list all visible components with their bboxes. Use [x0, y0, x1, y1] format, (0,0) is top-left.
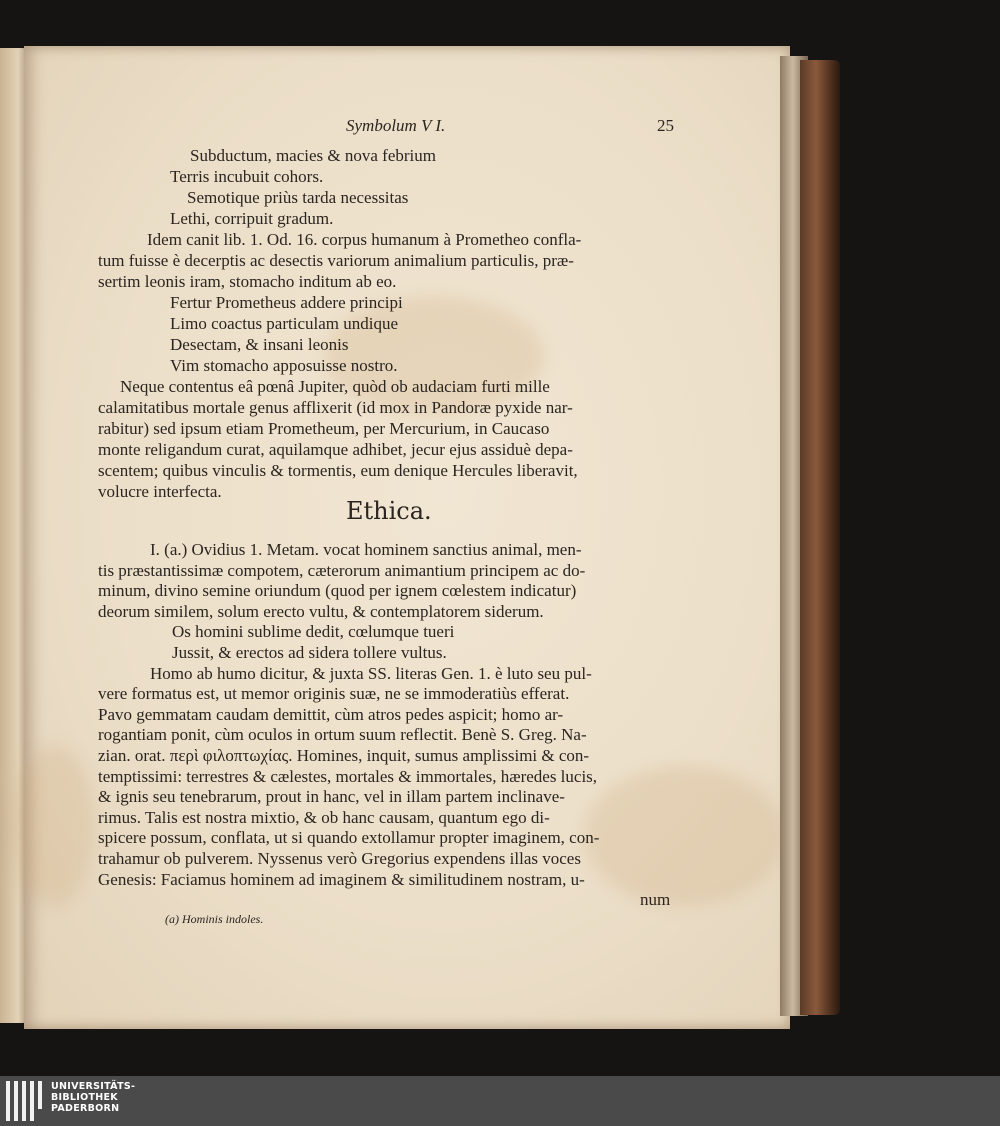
text-line: deorum similem, solum erecto vultu, & contemplatorem siderum. [98, 601, 544, 621]
text-line: Idem canit lib. 1. Od. 16. corpus humanum à Prometheo confla- [147, 230, 582, 249]
text-line: tis præstantissimæ compotem, cæterorum animantium principem ac do- [98, 560, 586, 580]
text-line: spicere possum, conflata, ut si quando extollamur propter imaginem, con- [98, 828, 600, 848]
library-logo-icon [6, 1081, 44, 1121]
text-line: Limo coactus particulam undique [170, 314, 399, 333]
text-line: volucre interfecta. [98, 482, 222, 501]
text-line: zian. orat. περὶ φιλοπτωχίας. Homines, inquit, sumus amplissimi & con- [98, 746, 590, 765]
text-line: sertim leonis iram, stomacho inditum ab eo. [98, 272, 397, 291]
text-line: I. (a.) Ovidius 1. Metam. vocat hominem sanctius animal, men- [150, 540, 582, 559]
text-line: Os homini sublime dedit, cœlumque tueri [172, 622, 455, 642]
text-line: monte religandum curat, aquilamque adhibet, jecur ejus assiduè depa- [98, 440, 573, 459]
catchword: num [640, 890, 671, 909]
page-number: 25 [657, 116, 674, 135]
text-line: rogantiam ponit, cùm oculos in ortum suum reflectit. Benè S. Greg. Na- [98, 725, 587, 745]
text-line: Genesis: Faciamus hominem ad imaginem & similitudinem nostram, u- [98, 869, 585, 889]
text-line: rabitur) sed ipsum etiam Prometheum, per Mercurium, in Caucaso [98, 419, 550, 438]
text-line: vere formatus est, ut memor originis suæ, ne se immoderatiùs efferat. [98, 684, 570, 704]
text-line: scentem; quibus vinculis & tormentis, eum denique Hercules liberavit, [98, 461, 578, 480]
text-line: Desectam, & insani leonis [170, 335, 349, 354]
book-cover-edge [800, 60, 840, 1015]
text-line: tum fuisse è decerptis ac desectis variorum animalium particulis, præ- [98, 251, 574, 270]
text-line: Lethi, corripuit gradum. [170, 209, 334, 228]
text-line: Neque contentus eâ pœnâ Jupiter, quòd ob audaciam furti mille [120, 377, 550, 396]
text-line: minum, divino semine oriundum (quod per ignem cœlestem indicatur) [98, 581, 577, 601]
text-line: Subductum, macies & nova febrium [190, 146, 436, 165]
section-heading: Ethica. [346, 497, 432, 525]
footnote: (a) Hominis indoles. [165, 912, 264, 926]
text-line: Terris incubuit cohors. [170, 167, 324, 186]
text-line: Fertur Prometheus addere principi [170, 293, 403, 312]
library-name: UNIVERSITÄTS- BIBLIOTHEK PADERBORN [51, 1081, 136, 1114]
text-line: trahamur ob pulverem. Nyssenus verò Gregorius expendens illas voces [98, 849, 581, 868]
running-header: Symbolum V I. [346, 116, 446, 135]
text-line: temptissimi: terrestres & cælestes, mortales & immortales, hæredes lucis, [98, 766, 598, 786]
text-line: Pavo gemmatam caudam demittit, cùm atros pedes aspicit; homo ar- [98, 704, 564, 724]
text-line: Jussit, & erectos ad sidera tollere vultus. [172, 643, 447, 662]
library-footer-bar [0, 1076, 1000, 1126]
text-line: calamitatibus mortale genus afflixerit (id mox in Pandoræ pyxide nar- [98, 398, 573, 417]
text-line: rimus. Talis est nostra mixtio, & ob hanc causam, quantum ego di- [98, 807, 550, 827]
text-line: Vim stomacho apposuisse nostro. [170, 356, 398, 375]
text-line: Homo ab humo dicitur, & juxta SS. literas Gen. 1. è luto seu pul- [150, 663, 592, 683]
text-line: & ignis seu tenebrarum, prout in hanc, vel in illam partem inclinave- [98, 787, 565, 807]
text-line: Semotique priùs tarda necessitas [187, 188, 409, 207]
